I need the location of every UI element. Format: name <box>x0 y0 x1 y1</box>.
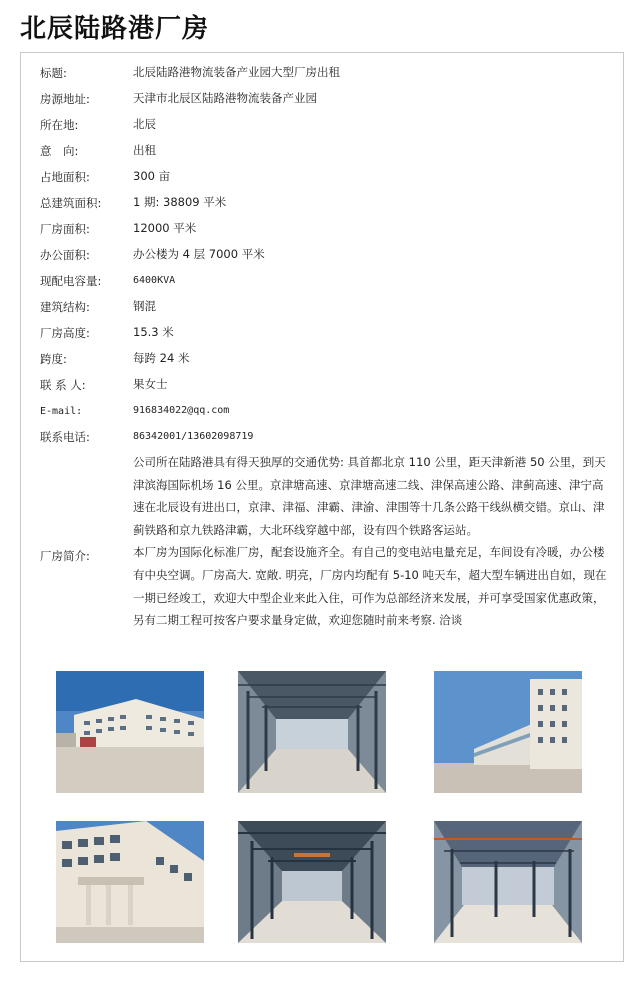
intro-paragraph: 公司所在陆路港具有得天独厚的交通优势: 具首都北京 110 公里，距天津新港 50 公里，到天津滨海国际机场 16 公里。京津塘高速、京津塘高速二线、津保高速公路、津蓟高速、津宁高速在北辰设有进出口，京津、津福、津霸、津渝、津围等十几条公路干线纵横交错。京山、津蓟铁路和京九铁路津霸，大北环线穿越中部，设有四个铁路客运站。 <box>133 455 606 537</box>
detail-value: 北辰陆路港物流装备产业园大型厂房出租 <box>133 65 340 79</box>
detail-value: 每跨 24 米 <box>133 351 190 365</box>
page-title: 北辰陆路港厂房 <box>20 14 210 44</box>
detail-value: 钢混 <box>133 299 156 313</box>
detail-label: 建筑结构: <box>40 300 90 314</box>
exterior-warehouse-side-photo <box>434 671 582 793</box>
detail-value: 天津市北辰区陆路港物流装备产业园 <box>133 91 317 105</box>
detail-label: E-mail: <box>40 406 83 417</box>
intro-label: 厂房简介: <box>40 549 90 563</box>
detail-value: 1 期: 38809 平米 <box>133 195 227 209</box>
detail-label: 总建筑面积: <box>40 196 102 210</box>
detail-value: 86342001/13602098719 <box>133 431 254 442</box>
detail-value: 300 亩 <box>133 169 171 183</box>
detail-value: 果女士 <box>133 377 168 391</box>
detail-label: 联 系 人: <box>40 378 86 392</box>
intro-paragraph: 本厂房为国际化标准厂房，配套设施齐全。有自己的变电站电量充足，车间设有冷暖，办公楼有中央空调。厂房高大. 宽敞. 明亮，厂房内均配有 5-10 吨天车，超大型车辆进出自如，现在一期已经竣工，欢迎大中型企业来此入住，可作为总部经济来发展，并可享受国家优惠政策，另有二期工程可按客户要求量身定做，欢迎您随时前来考察. 洽谈 <box>133 545 607 628</box>
interior-steel-frame-photo <box>434 821 582 943</box>
detail-value: 12000 平米 <box>133 221 197 235</box>
detail-value: 916834022@qq.com <box>133 405 230 416</box>
interior-empty-hall-photo <box>238 671 386 793</box>
detail-label: 厂房高度: <box>40 326 90 340</box>
interior-crane-hall-photo <box>238 821 386 943</box>
detail-label: 厂房面积: <box>40 222 90 236</box>
exterior-entrance-building-photo <box>56 821 204 943</box>
intro-text <box>133 451 611 632</box>
detail-label: 所在地: <box>40 118 79 132</box>
detail-value: 15.3 米 <box>133 325 174 339</box>
detail-value: 6400KVA <box>133 275 176 286</box>
detail-value: 出租 <box>133 143 156 157</box>
detail-value: 办公楼为 4 层 7000 平米 <box>133 247 265 261</box>
detail-label: 房源地址: <box>40 92 90 106</box>
detail-label: 占地面积: <box>40 170 90 184</box>
detail-value: 北辰 <box>133 117 156 131</box>
detail-label: 意 向: <box>40 144 79 158</box>
detail-label: 联系电话: <box>40 430 90 444</box>
detail-label: 跨度: <box>40 352 67 366</box>
exterior-office-building-photo <box>56 671 204 793</box>
detail-label: 标题: <box>40 66 67 80</box>
detail-label: 办公面积: <box>40 248 90 262</box>
detail-label: 现配电容量: <box>40 274 102 288</box>
